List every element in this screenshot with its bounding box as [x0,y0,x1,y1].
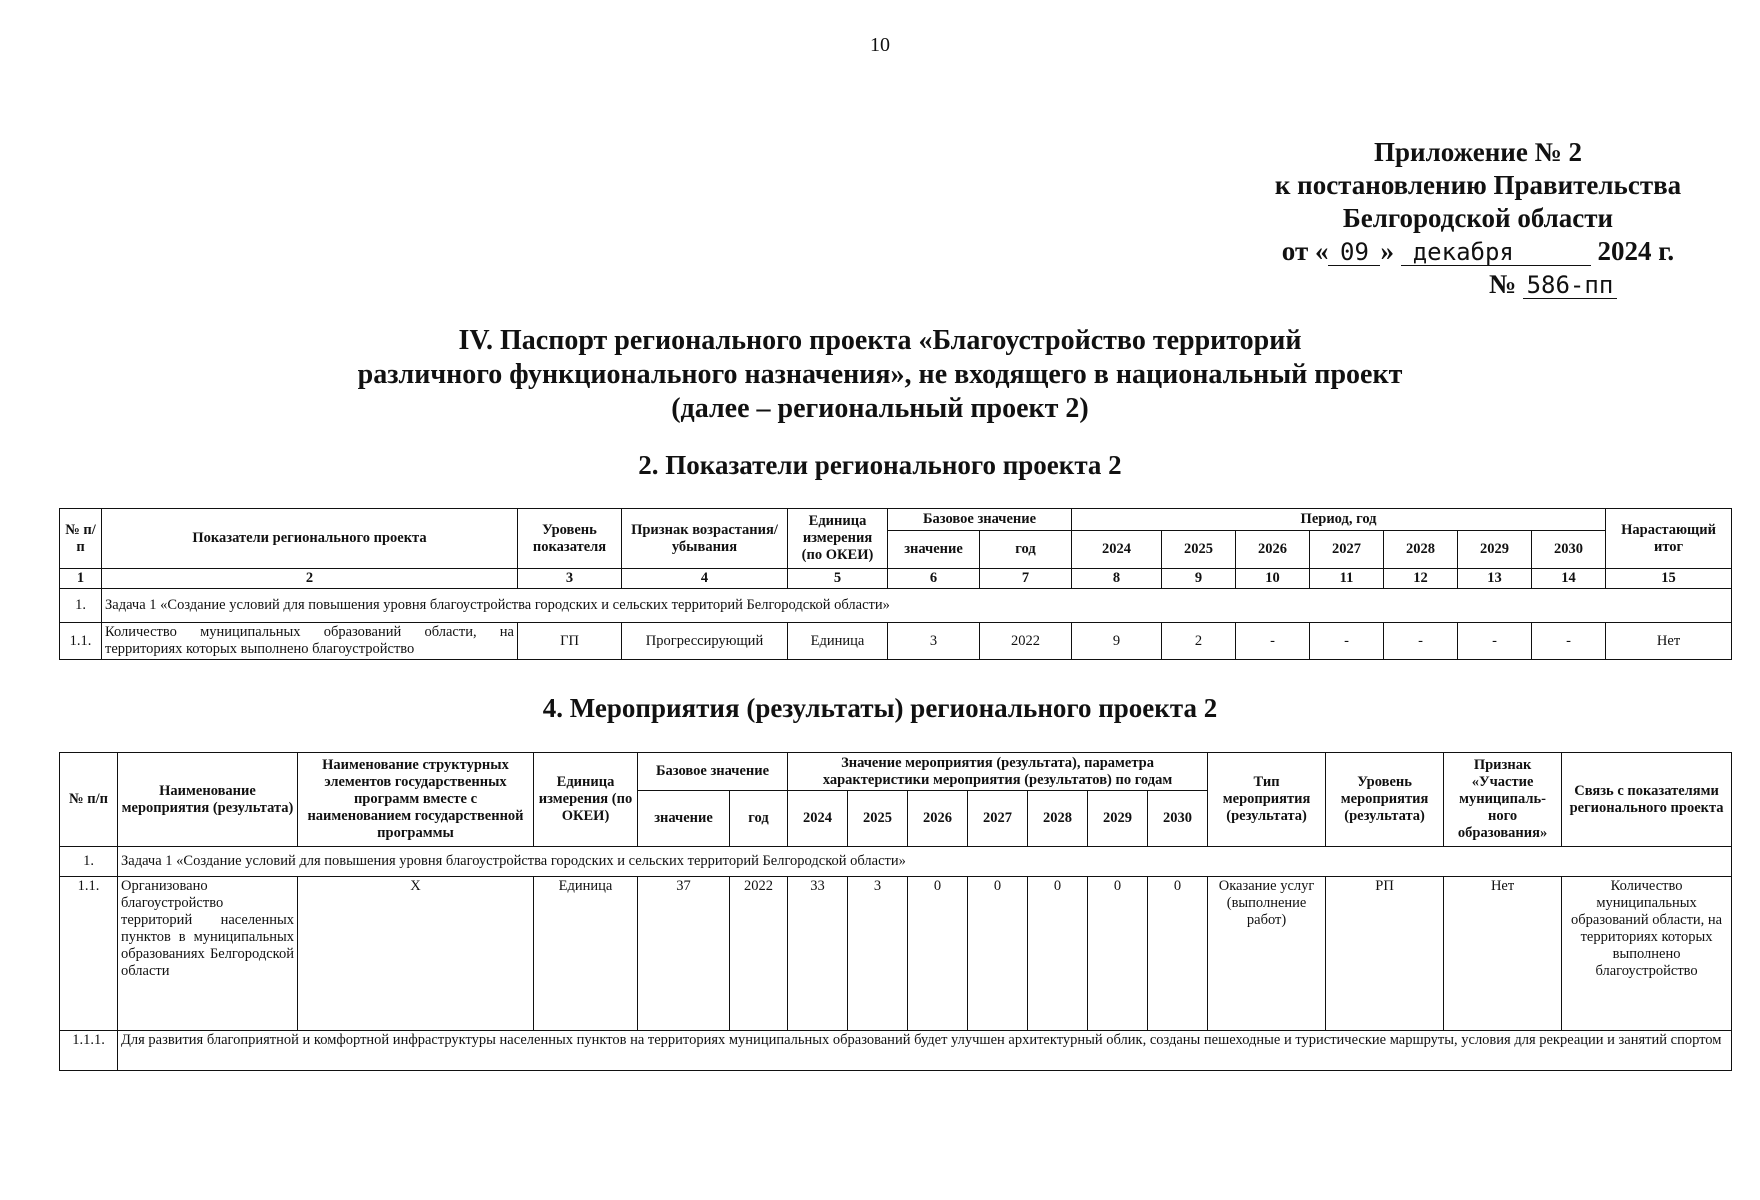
year-value: - [1384,623,1458,660]
column-numbers-row [60,569,1732,589]
col-header-no: № п/п [60,509,102,569]
indicator-level: ГП [518,623,622,660]
base-year: 2022 [980,623,1072,660]
base-value: 37 [638,877,730,1031]
task-number: 1. [60,589,102,623]
year-value: 0 [1148,877,1208,1031]
col-header-year: 2027 [968,791,1028,847]
section-title-line-1: IV. Паспорт регионального проекта «Благоустройство территорий [458,325,1302,356]
year-value: 33 [788,877,848,1031]
appendix-line-3: Белгородской области [1342,203,1614,233]
column-number: 15 [1606,569,1732,589]
col-header-year: 2026 [908,791,968,847]
col-header-cumulative: Нарастающий итог [1606,509,1732,569]
date-prefix: от « [1281,236,1329,266]
appendix-line-1: Приложение № 2 [1374,137,1582,167]
sub-text: Для развития благоприятной и комфортной инфраструктуры населенных пунктов на территориях муниципальных образований будет улучшен архитектурный облик, созданы пешеходные и туристические маршруты, условия для рекреации и занятий спортом [118,1031,1732,1071]
number-prefix: № [1489,269,1517,299]
column-number: 3 [518,569,622,589]
table2-title: 2. Показатели регионального проекта 2 [638,450,1122,480]
task-text: Задача 1 «Создание условий для повышения уровня благоустройства городских и сельских территорий Белгородской области» [118,847,1732,877]
number-value: 586-пп [1523,272,1617,299]
col-header-name: Наименование мероприятия (результата) [118,753,298,847]
table-row [60,877,1732,1031]
date-mid: » [1380,236,1394,266]
section-title-line-3: (далее – региональный проект 2) [671,393,1089,424]
col-header-year: 2028 [1028,791,1088,847]
col-header-base: Базовое значение [638,753,788,791]
date-day: 09 [1328,239,1380,266]
task-text: Задача 1 «Создание условий для повышения уровня благоустройства городских и сельских территорий Белгородской области» [102,589,1732,623]
col-header-municipal: Признак «Участие муниципаль-ного образования» [1444,753,1562,847]
column-number: 12 [1384,569,1458,589]
table-row [60,623,1732,660]
column-number: 6 [888,569,980,589]
column-number: 1 [60,569,102,589]
base-value: 3 [888,623,980,660]
col-header-year: 2028 [1384,531,1458,569]
appendix-number [1248,268,1708,301]
col-header-base-value: значение [888,531,980,569]
col-header-level: Уровень мероприятия (результата) [1326,753,1444,847]
section-title-line-2: различного функционального назначения», не входящего в национальный проект [357,359,1403,390]
year-value: 0 [968,877,1028,1031]
municipal-flag: Нет [1444,877,1562,1031]
row-number: 1.1. [60,623,102,660]
year-value: - [1236,623,1310,660]
col-header-year: 2027 [1310,531,1384,569]
col-header-structural: Наименование структурных элементов государственных программ вместе с наименованием государственной программы [298,753,534,847]
activities-table [59,752,1732,1071]
col-header-indicator: Показатели регионального проекта [102,509,518,569]
col-header-year: 2029 [1088,791,1148,847]
structural-element: Х [298,877,534,1031]
activity-unit: Единица [534,877,638,1031]
base-year: 2022 [730,877,788,1031]
indicators-table [59,508,1732,660]
appendix-line-2: к постановлению Правительства [1274,170,1682,200]
column-number: 14 [1532,569,1606,589]
col-header-base-year: год [730,791,788,847]
column-number: 10 [1236,569,1310,589]
year-value: 0 [908,877,968,1031]
year-value: 2 [1162,623,1236,660]
task-row [60,847,1732,877]
column-number: 11 [1310,569,1384,589]
table4-title: 4. Мероприятия (результаты) регионального проекта 2 [542,693,1218,723]
cumulative-value: Нет [1606,623,1732,660]
column-number: 9 [1162,569,1236,589]
task-row [60,589,1732,623]
year-value: - [1532,623,1606,660]
col-header-level: Уровень показателя [518,509,622,569]
col-header-type: Тип мероприятия (результата) [1208,753,1326,847]
col-header-values: Значение мероприятия (результата), параметра характеристики мероприятия (результатов) по годам [788,753,1208,791]
col-header-no: № п/п [60,753,118,847]
sub-row [60,1031,1732,1071]
col-header-year: 2026 [1236,531,1310,569]
col-header-base-year: год [980,531,1072,569]
col-header-period: Период, год [1072,509,1606,531]
column-number: 8 [1072,569,1162,589]
col-header-year: 2025 [848,791,908,847]
task-number: 1. [60,847,118,877]
col-header-year: 2025 [1162,531,1236,569]
col-header-year: 2030 [1148,791,1208,847]
sub-number: 1.1.1. [60,1031,118,1071]
year-value: 3 [848,877,908,1031]
page-number: 10 [870,34,890,56]
year-value: 0 [1028,877,1088,1031]
col-header-unit: Единица измерения (по ОКЕИ) [534,753,638,847]
year-value: - [1310,623,1384,660]
year-value: 0 [1088,877,1148,1031]
section-title [0,324,1760,426]
appendix-date [1248,235,1708,268]
activity-level: РП [1326,877,1444,1031]
col-header-link: Связь с показателями регионального проекта [1562,753,1732,847]
activity-name: Организовано благоустройство территорий населенных пунктов в муниципальных образованиях Белгородской области [118,877,298,1031]
indicator-unit: Единица [788,623,888,660]
col-header-base-value: значение [638,791,730,847]
column-number: 7 [980,569,1072,589]
date-year: 2024 г. [1597,236,1675,266]
col-header-trend: Признак возрастания/ убывания [622,509,788,569]
appendix-block [1248,136,1708,301]
indicator-link: Количество муниципальных образований области, на территориях которых выполнено благоустройство [1562,877,1732,1031]
col-header-year: 2030 [1532,531,1606,569]
indicator-name: Количество муниципальных образований области, на территориях которых выполнено благоустройство [102,623,518,660]
col-header-year: 2029 [1458,531,1532,569]
indicator-trend: Прогрессирующий [622,623,788,660]
column-number: 13 [1458,569,1532,589]
col-header-base: Базовое значение [888,509,1072,531]
activity-type: Оказание услуг (выполнение работ) [1208,877,1326,1031]
year-value: 9 [1072,623,1162,660]
row-number: 1.1. [60,877,118,1031]
column-number: 2 [102,569,518,589]
col-header-year: 2024 [788,791,848,847]
column-number: 4 [622,569,788,589]
year-value: - [1458,623,1532,660]
date-month: декабря [1401,239,1591,266]
col-header-year: 2024 [1072,531,1162,569]
col-header-unit: Единица измерения (по ОКЕИ) [788,509,888,569]
column-number: 5 [788,569,888,589]
